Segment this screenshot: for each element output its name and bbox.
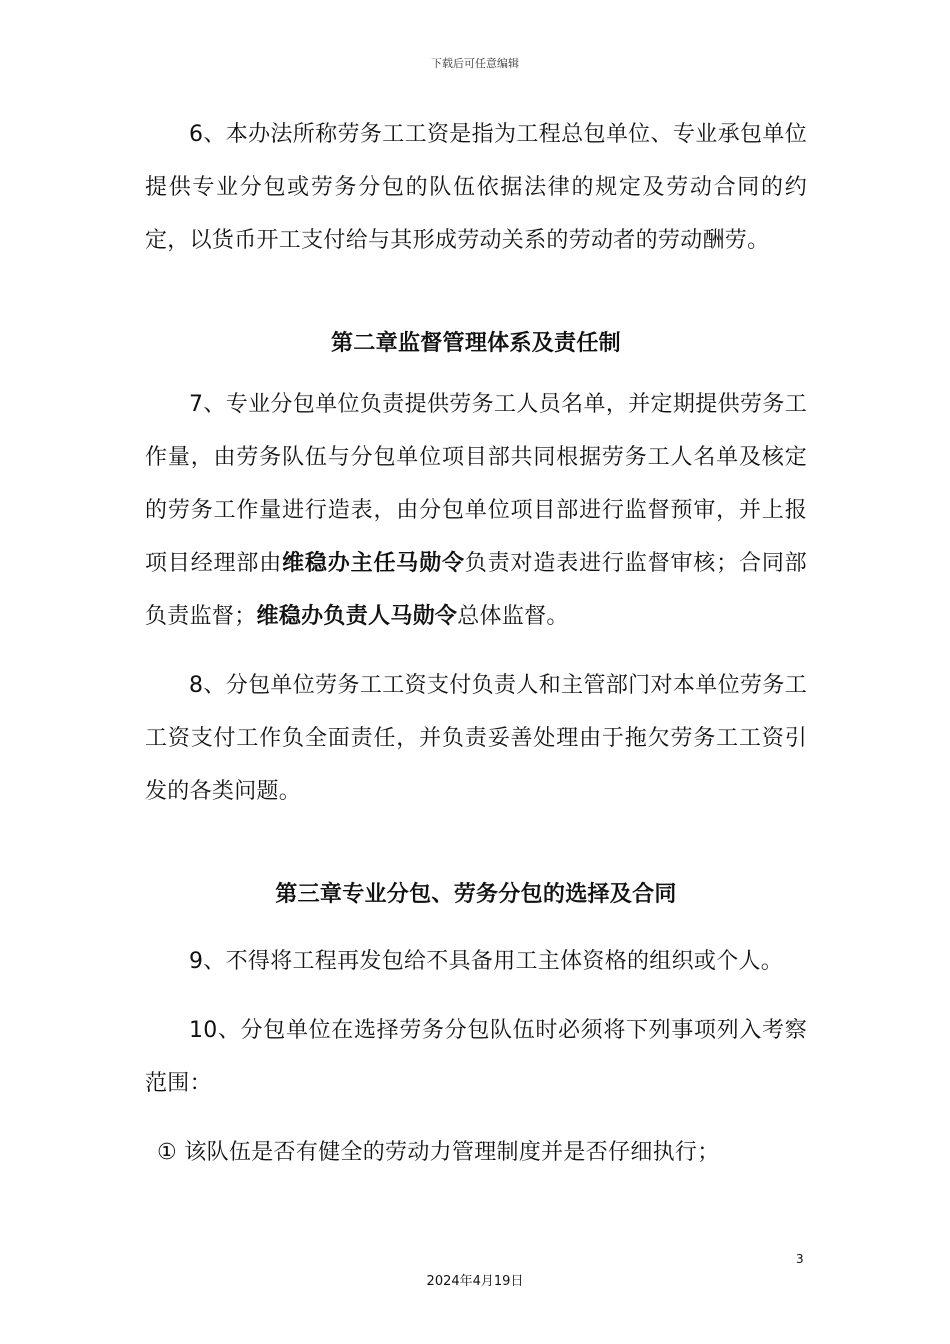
paragraph-7 [145,378,807,643]
paragraph-8: 8、分包单位劳务工工资支付负责人和主管部门对本单位劳务工工资支付工作负全面责任，并负责妥善处理由于拖欠劳务工工资引发的各类问题。 [145,673,807,804]
paragraph-6: 6、本办法所称劳务工工资是指为工程总包单位、专业承包单位提供专业分包或劳务分包的队伍依据法律的规定及劳动合同的约定，以货币开工支付给与其形成劳动关系的劳动者的劳动酬劳。 [145,122,807,253]
paragraph-7-text-3: 总体监督。 [457,604,569,629]
paragraph-10: 10、分包单位在选择劳务分包队伍时必须将下列事项列入考察范围： [145,1018,807,1096]
chapter-3-title: 第三章专业分包、劳务分包的选择及合同 [275,882,677,907]
chapter-2-title: 第二章监督管理体系及责任制 [331,331,621,356]
paragraph-7-text-1: 7、专业分包单位负责提供劳务工人员名单，并定期提供劳务工作量，由劳务队伍与分包单位项目部共同根据劳务工人名单及核定的劳务工作量进行造表，由分包单位项目部进行监督预审，并上报项目经理部由 [145,392,807,576]
paragraph-7-text-2: 负责对造表进行监督审核；合同部负责监督； [145,551,807,629]
list-item-1: ① 该队伍是否有健全的劳动力管理制度并是否仔细执行； [157,1140,720,1165]
document-body [145,108,807,1179]
footer-date: 2024年4月19日 [426,1274,524,1289]
paragraph-7-bold-2: 维稳办负责人马勋令 [256,604,458,629]
paragraph-7-bold-1: 维稳办主任马勋令 [282,551,465,576]
page-number: 3 [796,1252,804,1266]
header-note: 下载后可任意编辑 [431,57,519,70]
paragraph-9: 9、不得将工程再发包给不具备用工主体资格的组织或个人。 [189,949,784,974]
